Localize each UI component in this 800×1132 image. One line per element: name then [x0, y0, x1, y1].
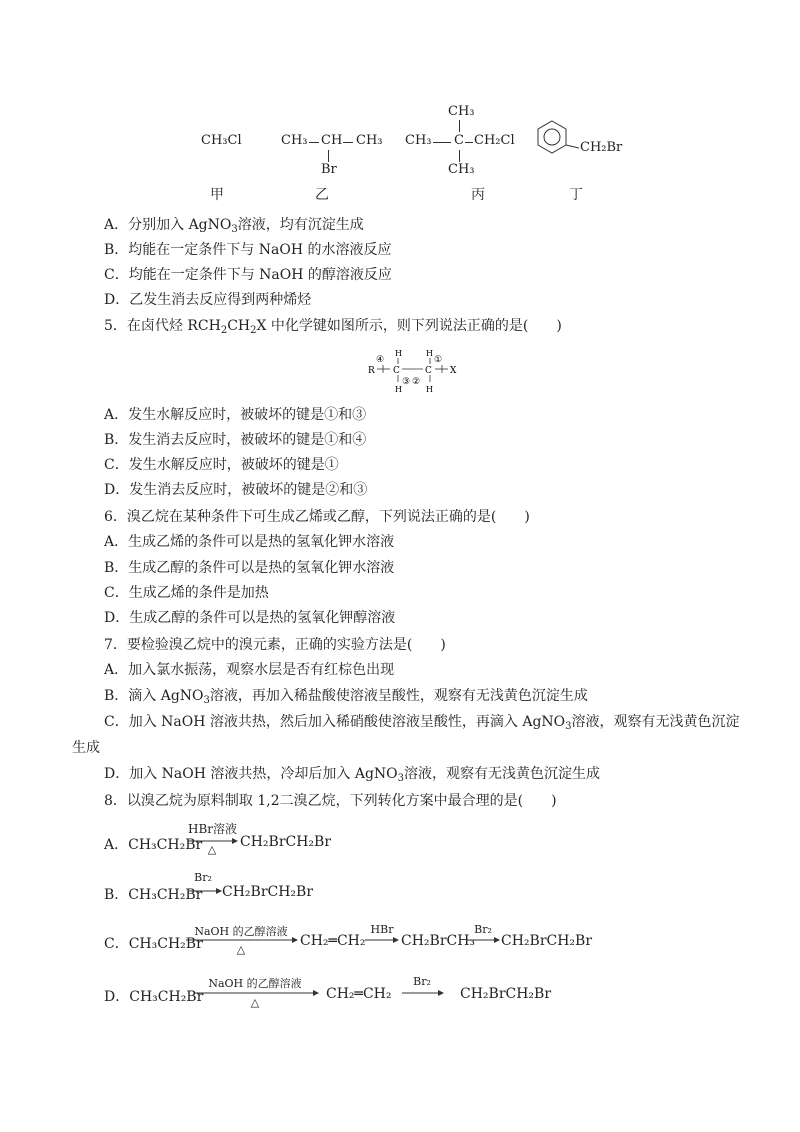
- bond-line: [459, 120, 460, 132]
- svg-text:①: ①: [434, 355, 443, 365]
- structure-yi-ch: CH: [321, 133, 343, 148]
- q7-option-c: C．加入 NaOH 溶液共热，然后加入稀硝酸使溶液呈酸性，再滴入 AgNO$_3$溶液，观察有无浅黄色沉淀: [104, 714, 740, 732]
- structure-bing-ch3-bottom: CH₃: [448, 162, 475, 177]
- arrow-condition-above: Br₂: [194, 871, 212, 884]
- svg-text:H: H: [426, 349, 433, 358]
- arrow-condition-above: Br₂: [413, 975, 431, 988]
- q5-option-a: A．发生水解反应时，被破坏的键是①和③: [104, 407, 367, 423]
- q6-option-c: C．生成乙烯的条件是加热: [104, 585, 269, 601]
- q7-option-a: A．加入氯水振荡，观察水层是否有红棕色出现: [104, 662, 395, 678]
- bond-line: [328, 150, 329, 162]
- q5-option-b: B．发生消去反应时，被破坏的键是①和④: [104, 432, 367, 448]
- reaction-arrow-icon: [365, 935, 399, 945]
- caption-yi: 乙: [315, 187, 329, 203]
- structure-bing-ch3-left: CH₃: [405, 133, 432, 148]
- structure-yi-br: Br: [321, 162, 337, 177]
- arrow-condition-below: △: [250, 996, 260, 1009]
- arrow-condition-above: HBr溶液: [188, 822, 238, 836]
- structure-ding-substituent: CH₂Br: [580, 140, 623, 155]
- structure-bing-ch2cl: CH₂Cl: [474, 133, 515, 148]
- structure-jia-formula: CH₃Cl: [201, 133, 242, 148]
- q4-option-a: A．分别加入 AgNO$_3$溶液，均有沉淀生成: [104, 217, 364, 235]
- q6-stem: 6．溴乙烷在某种条件下可生成乙烯或乙醇，下列说法正确的是( ): [104, 509, 530, 525]
- bond-line: [343, 142, 353, 143]
- svg-text:H: H: [426, 385, 433, 394]
- svg-text:④: ④: [376, 355, 385, 365]
- svg-text:C: C: [393, 366, 400, 376]
- arrow-condition-above: HBr: [370, 923, 394, 936]
- svg-text:②: ②: [412, 377, 421, 387]
- reaction-arrow-icon: [402, 988, 444, 998]
- q7-option-b: B．滴入 AgNO$_3$溶液，再加入稀盐酸使溶液呈酸性，观察有无浅黄色沉淀生成: [104, 688, 588, 706]
- q5-stem: 5．在卤代烃 $RCH_2CH_2X$ 中化学键如图所示，则下列说法正确的是( ): [104, 318, 562, 336]
- benzene-ring-icon: [535, 118, 583, 164]
- caption-bing: 丙: [471, 187, 485, 203]
- bond-line: [465, 142, 473, 143]
- q6-option-b: B．生成乙醇的条件可以是热的氢氧化钾水溶液: [104, 560, 395, 576]
- q5-option-d: D．发生消去反应时，被破坏的键是②和③: [104, 482, 368, 498]
- svg-text:X: X: [450, 366, 457, 376]
- q7-option-c-continued: 生成: [72, 740, 100, 756]
- q7-stem: 7．要检验溴乙烷中的溴元素，正确的实验方法是( ): [104, 637, 446, 653]
- reaction-arrow-icon: [466, 935, 500, 945]
- svg-text:H: H: [395, 349, 402, 358]
- arrow-condition-above: Br₂: [474, 923, 492, 936]
- q5-bond-diagram: [368, 344, 464, 394]
- svg-text:R: R: [368, 366, 375, 376]
- caption-ding: 丁: [569, 187, 583, 203]
- arrow-condition-below: △: [236, 943, 246, 956]
- svg-text:C: C: [425, 366, 432, 376]
- q5-option-c: C．发生水解反应时，被破坏的键是①: [104, 457, 339, 473]
- svg-text:③: ③: [402, 377, 411, 387]
- structure-bing-ch3-top: CH₃: [448, 104, 475, 119]
- reaction-arrow-icon: [188, 886, 222, 896]
- svg-text:H: H: [395, 385, 402, 394]
- q4-option-d: D．乙发生消去反应得到两种烯烃: [104, 292, 312, 308]
- arrow-condition-above: NaOH 的乙醇溶液: [208, 977, 302, 990]
- arrow-condition-above: NaOH 的乙醇溶液: [194, 925, 288, 938]
- bond-line: [459, 150, 460, 162]
- q4-option-c: C．均能在一定条件下与 NaOH 的醇溶液反应: [104, 267, 392, 283]
- structure-bing-c: C: [454, 133, 464, 148]
- q4-option-b: B．均能在一定条件下与 NaOH 的水溶液反应: [104, 242, 392, 258]
- bond-line: [309, 142, 319, 143]
- q6-option-a: A．生成乙烯的条件可以是热的氢氧化钾水溶液: [104, 534, 395, 550]
- q6-option-d: D．生成乙醇的条件可以是热的氢氧化钾醇溶液: [104, 610, 396, 626]
- caption-jia: 甲: [210, 187, 224, 203]
- arrow-condition-below: △: [207, 843, 217, 856]
- structure-yi-ch3-left: CH₃: [281, 133, 308, 148]
- q8-stem: 8．以溴乙烷为原料制取 1,2二溴乙烷，下列转化方案中最合理的是( ): [104, 793, 557, 809]
- q7-option-d: D．加入 NaOH 溶液共热，冷却后加入 AgNO$_3$溶液，观察有无浅黄色沉淀生成: [104, 766, 601, 784]
- structure-yi-ch3-right: CH₃: [356, 133, 383, 148]
- bond-line: [433, 142, 451, 143]
